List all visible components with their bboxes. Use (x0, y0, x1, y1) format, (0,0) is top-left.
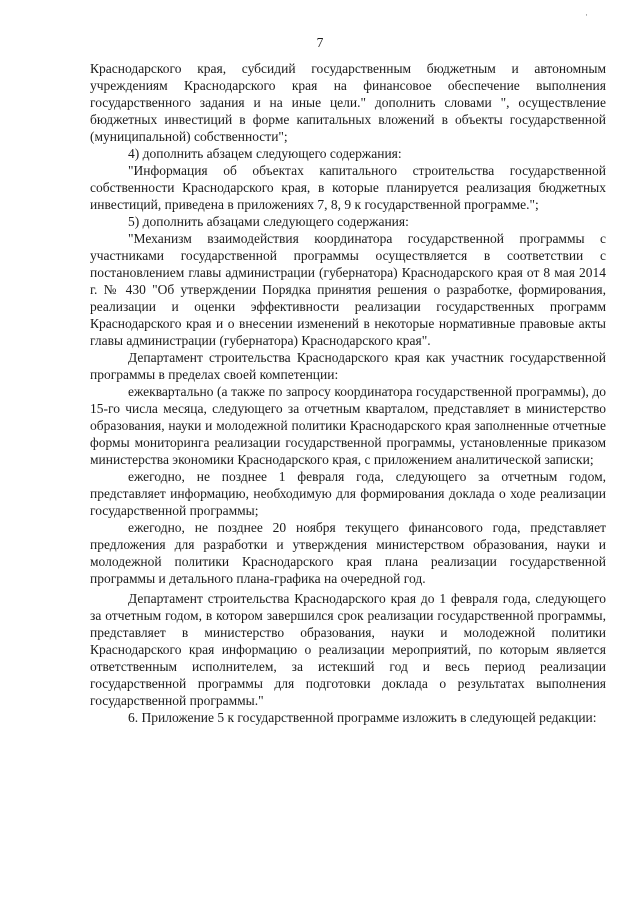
document-body (90, 60, 606, 726)
paragraph-11: 6. Приложение 5 к государственной программе изложить в следующей редакции: (128, 710, 597, 725)
paragraph-5: "Механизм взаимодействия координатора государственной программы с участниками государственной программы осуществляется в соответствии с постановлением главы администрации (губернатора) Краснодарского края от 8 мая 2014 г. № 430 "Об утверждении Порядка принятия решения о разработке, формирования, реализации и оценки эффективности реализации государственных программ Краснодарского края и о внесении изменений в некоторые нормативные правовые акты главы администрации (губернатора) Краснодарского края". (90, 231, 606, 348)
paragraph-8: ежегодно, не позднее 1 февраля года, следующего за отчетным годом, представляет информацию, необходимую для формирования доклада о ходе реализации государственной программы; (90, 469, 606, 518)
page-number: 7 (316, 35, 324, 50)
paragraph-9: ежегодно, не позднее 20 ноября текущего финансового года, представляет предложения для разработки и утверждения министерством образования, науки и молодежной политики Краснодарского края плана реализации государственной программы и детального плана-графика на очередной год. (90, 520, 606, 586)
paragraph-1: Краснодарского края, субсидий государственным бюджетным и автономным учреждениям Краснодарского края на финансовое обеспечение выполнения государственного задания и на иные цели." дополнить словами ", осуществление бюджетных инвестиций в форме капитальных вложений в объекты государственной (муниципальной) собственности"; (90, 61, 606, 144)
paragraph-6: Департамент строительства Краснодарского края как участник государственной программы в пределах своей компетенции: (90, 350, 606, 382)
corner-mark: · (585, 10, 588, 20)
paragraph-7: ежеквартально (а также по запросу координатора государственной программы), до 15-го числа месяца, следующего за отчетным кварталом, представляет в министерство образования, науки и молодежной политики Краснодарского края заполненные отчетные формы мониторинга реализации государственной программы, установленные приказом министерства экономики Краснодарского края, с приложением аналитической записки; (90, 384, 606, 467)
paragraph-3: "Информация об объектах капитального строительства государственной собственности Краснодарского края, в которые планируется реализация бюджетных инвестиций, приведена в приложениях 7, 8, 9 к государственной программе."; (90, 163, 606, 212)
paragraph-10: Департамент строительства Краснодарского края до 1 февраля года, следующего за отчетным годом, в котором завершился срок реализации государственной программы, представляет в министерство образования, науки и молодежной политики Краснодарского края информацию о реализации мероприятий, по которым является ответственным исполнителем, за истекший год и весь период реализации государственной программы для подготовки доклада о результатах выполнения государственной программы." (90, 591, 606, 708)
paragraph-2: 4) дополнить абзацем следующего содержания: (128, 146, 402, 161)
paragraph-4: 5) дополнить абзацами следующего содержания: (128, 214, 409, 229)
